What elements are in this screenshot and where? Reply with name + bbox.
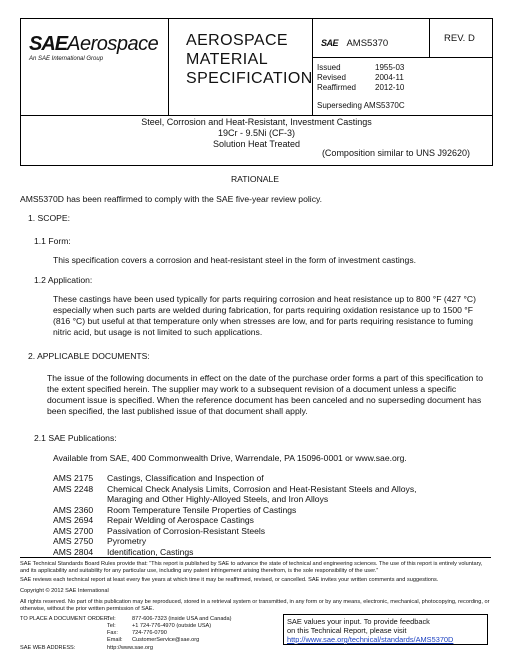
feedback-line: SAE values your input. To provide feedback: [287, 617, 430, 626]
reference-table: [53, 473, 433, 557]
contact-row: Fax: 724-776-0790: [107, 630, 167, 636]
contact-list: [107, 616, 232, 644]
feedback-link[interactable]: http://www.sae.org/technical/standards/AMS5370D: [287, 635, 454, 644]
section-2-1-heading: 2.1 SAE Publications:: [34, 433, 117, 443]
contact-row: Tel: +1 724-776-4970 (outside USA): [107, 623, 212, 629]
header-divider: [168, 19, 169, 115]
footer-rights: All rights reserved. No part of this publication may be reproduced, stored in a retrieval system or transmitted, in any form or by any means, electronic, mechanical, photocopying, recording, or otherwise, without the prior written permission of SAE.: [20, 599, 490, 612]
sae-aerospace-logo: [29, 33, 158, 62]
composition: 19Cr - 9.5Ni (CF-3): [217, 128, 295, 138]
reference-row: [53, 526, 433, 537]
material-title: Steel, Corrosion and Heat-Resistant, Investment Castings: [141, 117, 372, 127]
reference-title: Chemical Check Analysis Limits, Corrosion and Heat-Resistant Steels and Alloys, Maraging and Other Highly-Alloyed Steels, and Iron Alloys: [107, 483, 417, 504]
uns-note: (Composition similar to UNS J92620): [321, 148, 470, 158]
reference-row: [53, 536, 433, 547]
spec-type-title: [186, 31, 313, 88]
reference-row: [53, 484, 433, 505]
rationale-text: AMS5370D has been reaffirmed to comply with the SAE five-year review policy.: [20, 194, 323, 204]
contact-row: Email: CustomerService@sae.org: [107, 637, 200, 643]
title-block: [20, 114, 493, 166]
date-row: Reaffirmed 2012-10: [317, 83, 405, 92]
section-1-heading: 1. SCOPE:: [28, 213, 71, 223]
footer-disclaimer: SAE Technical Standards Board Rules provide that: “This report is published by SAE to advance the state of technical and engineering sciences. The use of this report is entirely voluntary, and its applicability and suitability for any particular use, including any patent infringement arising therefrom, is the sole responsibility of the user.”: [20, 561, 483, 574]
title-line: MATERIAL: [186, 51, 269, 68]
title-line: AEROSPACE: [186, 32, 288, 49]
reference-title: Room Temperature Tensile Properties of Castings: [107, 504, 297, 515]
title-line: SPECIFICATION: [186, 70, 313, 87]
section-1-2-text: These castings have been used typically for parts requiring corrosion and heat resistance up to 800 °F (427 °C) especially when such parts are welded during fabrication, for parts requiring oxidation resistance up to 1500 °F (816 °C) but useful at that temperature only when stresses are low, and for parts requiring resistance to fuming nitric acid, but usage is not limited to such applications.: [53, 294, 476, 337]
feedback-line: on this Technical Report, please visit: [287, 626, 407, 635]
web-address-link[interactable]: http://www.sae.org: [107, 645, 154, 651]
rationale-heading: RATIONALE: [230, 174, 280, 184]
reference-row: [53, 473, 433, 484]
reference-title: Castings, Classification and Inspection of: [107, 473, 264, 483]
reference-row: [53, 547, 433, 558]
date-list: [317, 63, 437, 93]
reference-code: AMS 2750: [53, 536, 94, 546]
section-2-heading: 2. APPLICABLE DOCUMENTS:: [28, 351, 150, 361]
reference-row: [53, 505, 433, 516]
reference-code: AMS 2694: [53, 515, 94, 525]
web-label: SAE WEB ADDRESS:: [20, 645, 76, 651]
reference-title: Pyrometry: [107, 536, 147, 546]
logo-subtitle: An SAE International Group: [29, 56, 104, 62]
footer-copyright: Copyright © 2012 SAE International: [20, 588, 109, 594]
revision: REV. D: [444, 33, 475, 44]
footer-rule: [20, 557, 491, 558]
reference-title: Passivation of Corrosion-Resistant Steels: [107, 525, 266, 536]
section-2-text: The issue of the following documents in effect on the date of the purchase order forms a part of this specification to the extent specified herein. The supplier may work to a subsequent revision of a document unless a specific document issue is specified. When the reference document has been canceled and no superseding document has been specified, the last published issue of that document shall apply.: [47, 373, 483, 416]
logo-word: Aerospace: [67, 33, 159, 55]
date-row: Revised 2004-11: [317, 73, 404, 82]
footer-review: SAE reviews each technical report at least every five years at which time it may be reaffirmed, revised, or cancelled. SAE invites your written comments and suggestions.: [20, 577, 439, 583]
reference-code: AMS 2360: [53, 504, 94, 515]
reference-code: AMS 2248: [53, 483, 94, 494]
header-divider: [312, 57, 492, 58]
doc-number: AMS5370: [346, 38, 389, 49]
reference-code: AMS 2700: [53, 525, 94, 536]
reference-row: [53, 515, 433, 526]
contact-row: Tel: 877-606-7323 (inside USA and Canada): [107, 616, 232, 622]
order-label: TO PLACE A DOCUMENT ORDER:: [20, 616, 110, 622]
section-1-2-heading: 1.2 Application:: [34, 275, 93, 285]
reference-code: AMS 2804: [53, 546, 94, 557]
section-1-1-text: This specification covers a corrosion and heat-resistant steel in the form of investment castings.: [53, 255, 417, 265]
section-2-1-text: Available from SAE, 400 Commonwealth Drive, Warrendale, PA 15096-0001 or www.sae.org.: [53, 453, 407, 463]
header-divider: [429, 19, 430, 57]
reference-code: AMS 2175: [53, 473, 94, 483]
feedback-box: [283, 614, 488, 645]
reference-title: Identification, Castings: [107, 546, 194, 557]
condition: Solution Heat Treated: [212, 139, 301, 149]
section-1-1-heading: 1.1 Form:: [34, 236, 71, 246]
doc-id: [321, 33, 388, 51]
header-box: [20, 18, 493, 116]
superseding: Superseding AMS5370C: [317, 101, 405, 110]
date-row: Issued 1955-03: [317, 63, 405, 72]
sae-mini-logo: SAE: [321, 38, 339, 48]
logo-sae: SAE: [29, 33, 68, 55]
reference-title: Repair Welding of Aerospace Castings: [107, 515, 254, 525]
